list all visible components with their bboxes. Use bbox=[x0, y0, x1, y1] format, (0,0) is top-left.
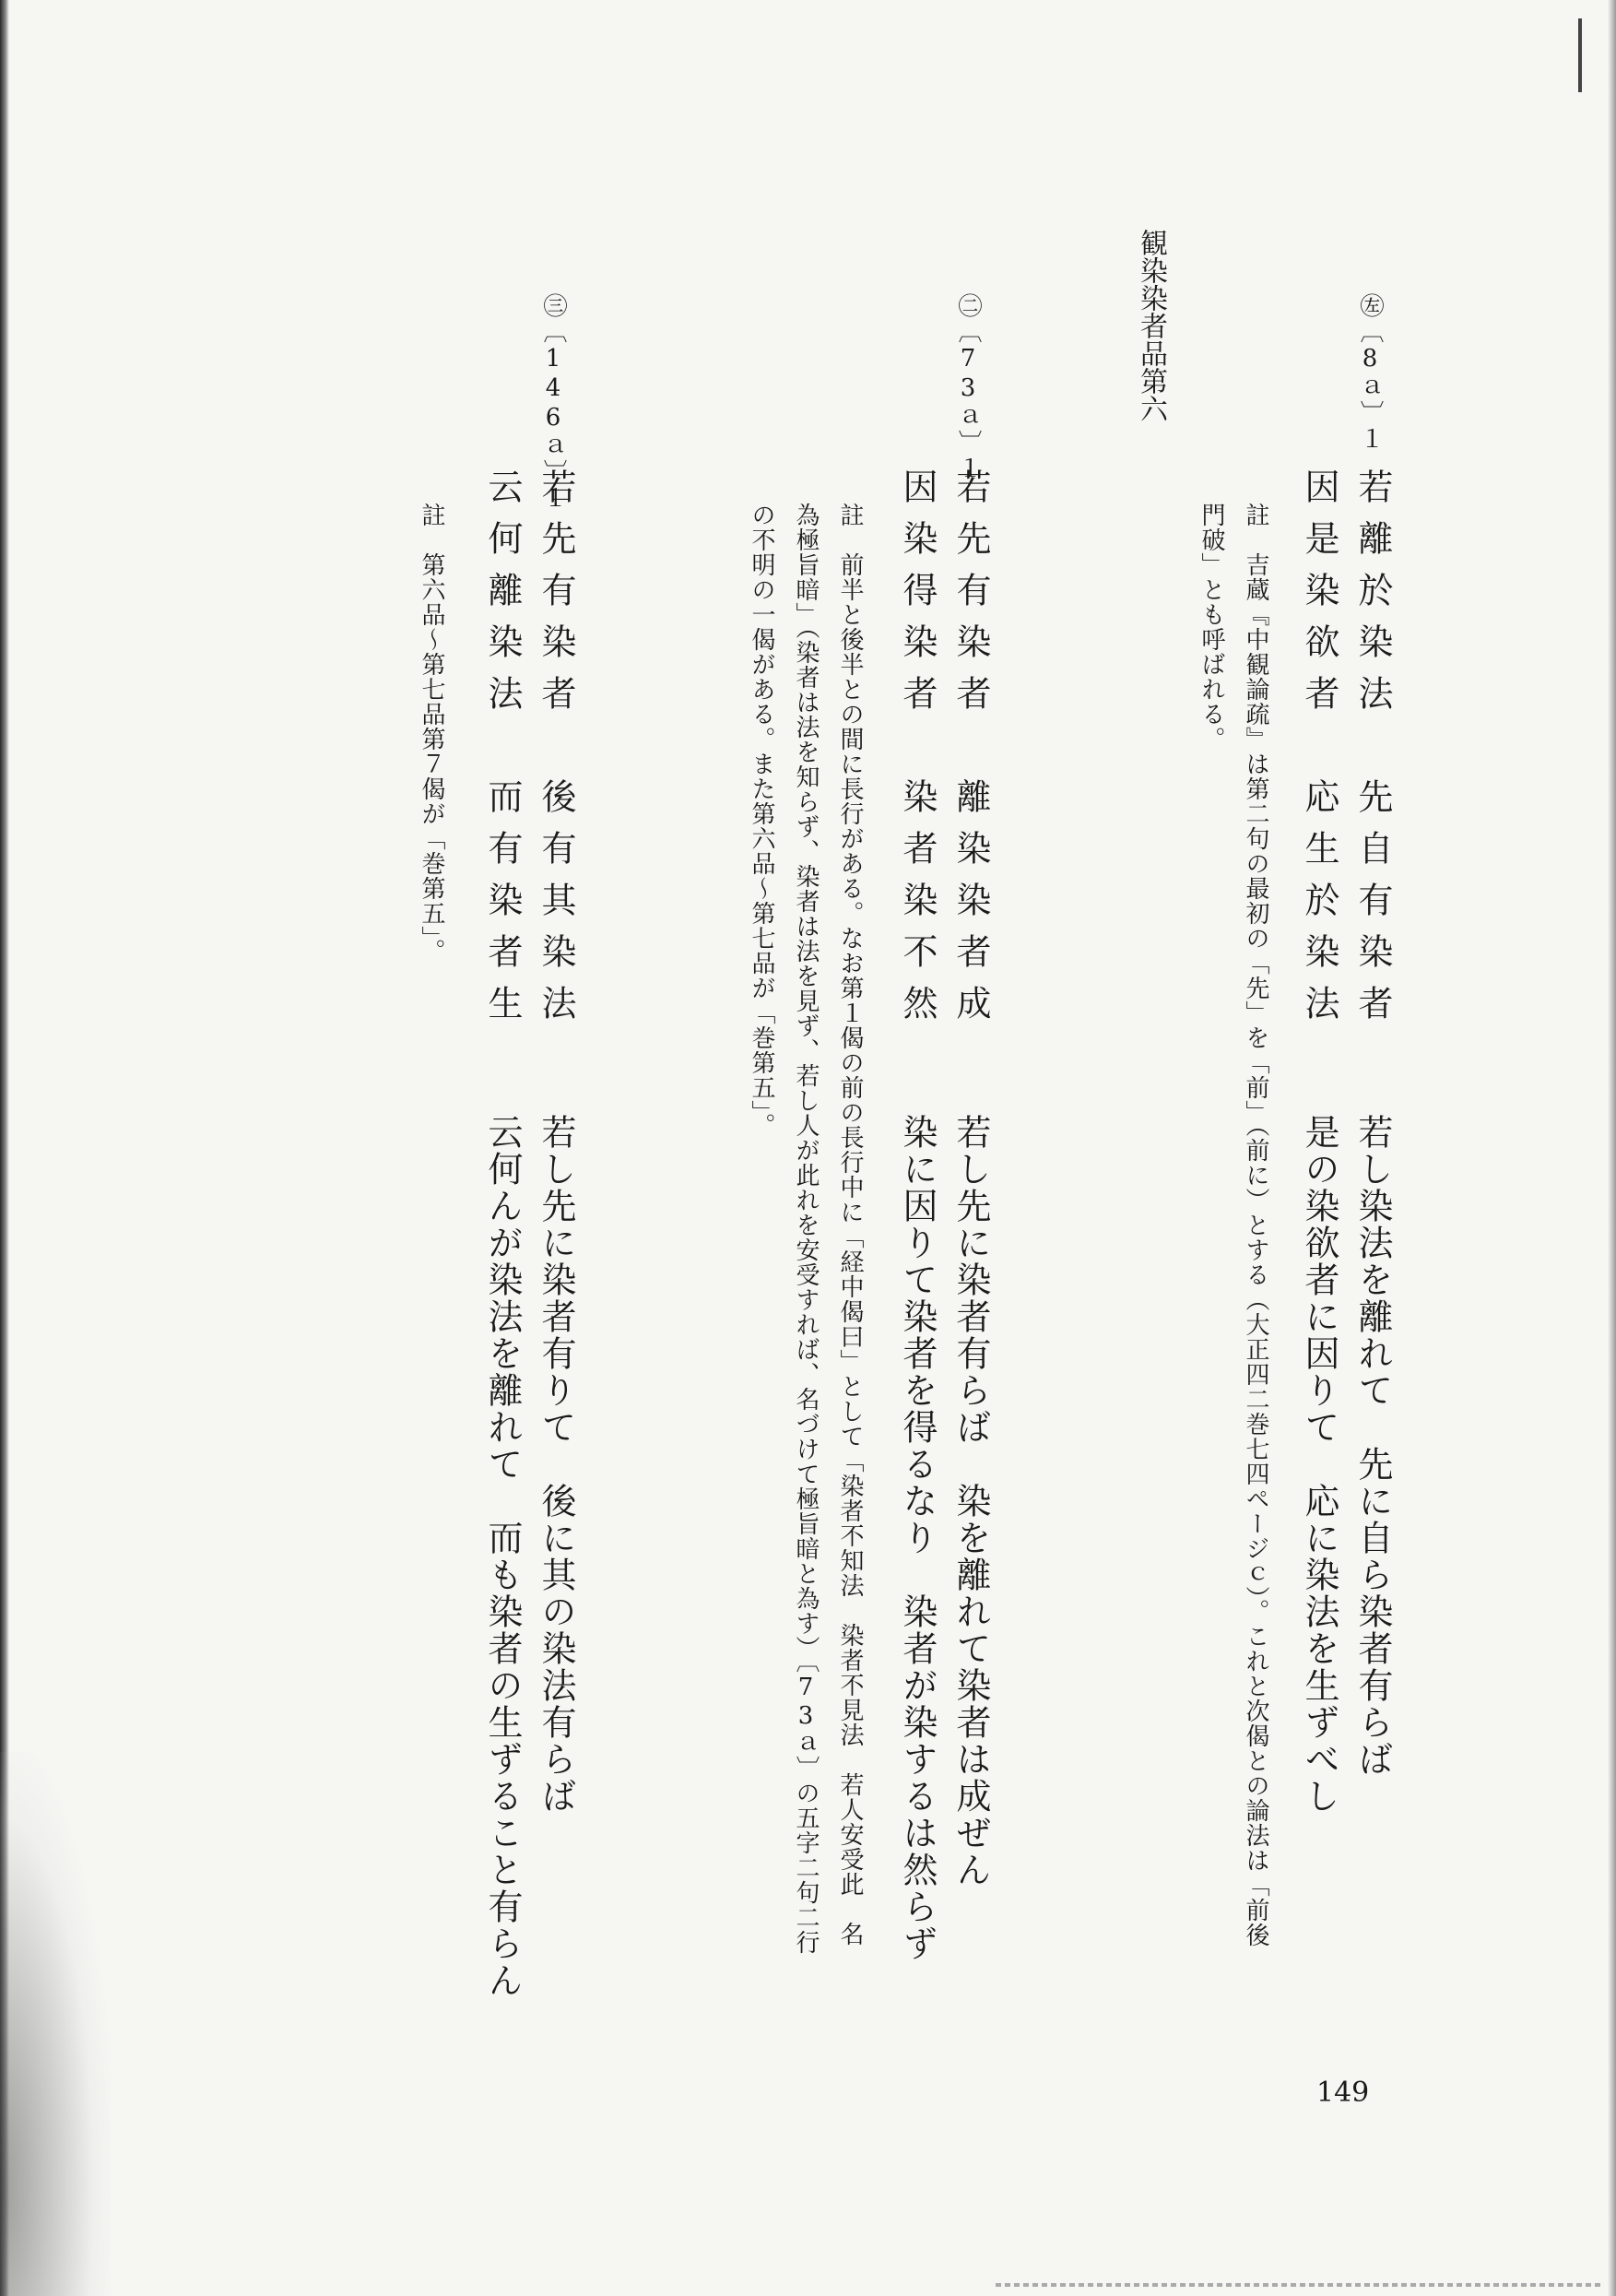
section-1-gloss-line-1: 若し染法を離れて 先に自ら染者有らば bbox=[1352, 1114, 1393, 1778]
section-2-note-line-2: 為極旨暗」（染者は法を知らず、染者は法を見ず、若し人が此れを安受すれば、名づけて極旨暗と為す）〔73ａ〕の五字二句二行 bbox=[792, 503, 820, 1955]
section-2-verse-line-1: 若先有染者 離染染者成 bbox=[950, 468, 991, 1036]
section-3-verse-line-2: 云何離染法 而有染者生 bbox=[482, 468, 523, 1036]
section-3-note-line-1: 註 第六品〜第七品第７偈が「巻第五」。 bbox=[418, 503, 445, 964]
section-1-note-line-1: 註 吉蔵『中観論疏』は第二句の最初の「先」を「前」（前に）とする（大正四二巻七四ページｃ）。これと次偈との論法は「前後 bbox=[1242, 503, 1269, 1947]
section-1-verse-line-2: 因是染欲者 応生於染法 bbox=[1299, 468, 1339, 1036]
section-2-note-line-3: の不明の一偈がある。また第六品〜第七品が「巻第五」。 bbox=[748, 503, 775, 1138]
page-number: 149 bbox=[1316, 2077, 1370, 2109]
section-3-verse-line-1: 若先有染者 後有其染法 bbox=[536, 468, 576, 1036]
section-2-gloss-line-2: 染に因りて染者を得るなり 染者が染するは然らず bbox=[897, 1114, 938, 1962]
section-2-ref: ㊁〔73ａ〕１ bbox=[954, 293, 982, 481]
section-1-note-line-2: 門破」とも呼ばれる。 bbox=[1197, 503, 1225, 752]
scan-rule bbox=[996, 2283, 1604, 2287]
scan-mark bbox=[1578, 18, 1582, 92]
section-3-gloss-line-1: 若し先に染者有りて 後に其の染法有らば bbox=[536, 1114, 576, 1815]
scan-edge-right bbox=[1608, 0, 1616, 2296]
chapter-header: 観染染者品第六 bbox=[1135, 229, 1167, 422]
section-1-ref: ㊧〔8ａ〕１ bbox=[1356, 293, 1384, 452]
section-1-gloss-line-2: 是の染欲者に因りて 応に染法を生ずべし bbox=[1299, 1114, 1339, 1815]
section-3-gloss-line-2: 云何んが染法を離れて 而も染者の生ずること有らん bbox=[482, 1114, 523, 1999]
section-2-gloss-line-1: 若し先に染者有らば 染を離れて染者は成ぜん bbox=[950, 1114, 991, 1888]
section-1-verse-line-1: 若離於染法 先自有染者 bbox=[1352, 468, 1393, 1036]
section-3-ref: ㊂〔146ａ〕１ bbox=[539, 293, 567, 511]
scan-shadow bbox=[0, 1752, 111, 2296]
section-2-verse-line-2: 因染得染者 染者染不然 bbox=[897, 468, 938, 1036]
section-2-note-line-1: 註 前半と後半との間に長行がある。なお第１偈の前の長行中に「経中偈曰」として「染者不知法 染者不見法 若人安受此 名 bbox=[836, 503, 864, 1947]
